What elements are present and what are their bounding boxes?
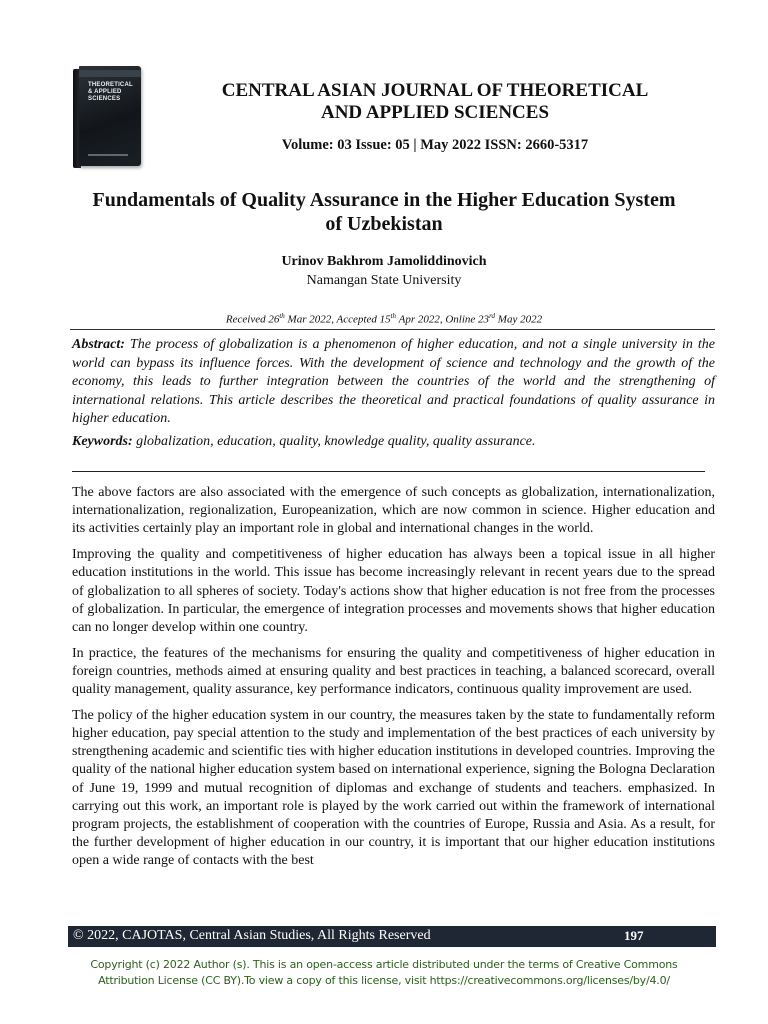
cover-title: THEORETICAL & APPLIED SCIENCES xyxy=(88,82,133,102)
journal-title xyxy=(150,80,720,124)
journal-cover-image xyxy=(73,66,141,168)
body-paragraph-2: Improving the quality and competitiveness of higher education has always been a topical issue in all higher education institutions in the world. This issue has become increasingly relevant in recent years due to the spread of globalization to all spheres of society. Today's actions show that higher education is not free from the processes of globalization. In particular, the emergence of integration processes and movements shows that higher education can no longer develop within one country. xyxy=(72,547,715,635)
divider-top xyxy=(70,329,715,330)
keywords-label: Keywords: xyxy=(72,434,133,449)
online-prefix: Apr 2022, Online 23 xyxy=(396,313,490,326)
body-text xyxy=(72,484,715,878)
abstract-text: The process of globalization is a phenomenon of higher education, and not a single university in the world can bypass its influence forces. With the development of science and technology and the growth of the economy, this leads to further integration between the countries of the world and the strengthening of international relations. This article describes the theoretical and practical foundations of quality assurance in higher education. xyxy=(72,337,715,426)
author-affiliation: Namangan State University xyxy=(306,273,462,288)
license-notice xyxy=(60,957,708,989)
keywords xyxy=(72,434,715,450)
cover-ribbon xyxy=(79,70,141,77)
online-sup: rd xyxy=(489,312,496,320)
body-paragraph-4: The policy of the higher education system in our country, the measures taken by the state to fundamentally reform higher education, pay special attention to the study and implementation of the best practices of each university by strengthening academic and scientific ties with higher education institutions in developed countries. Improving the quality of the national higher education system based on international experience, signing the Bologna Declaration of June 19, 1999 and mutual recognition of diplomas and exchange of students and teachers. emphasized. In carrying out this work, an important role is played by the work carried out within the framework of international program projects, the establishment of cooperation with the countries of Europe, Russia and Asia. As a result, for the further development of higher education in our country, it is important that our higher education institutions open a wide range of contacts with the best xyxy=(72,707,715,869)
keywords-text: globalization, education, quality, knowledge quality, quality assurance. xyxy=(136,434,536,449)
body-paragraph-1: The above factors are also associated with the emergence of such concepts as globalization, internationalization, internationalization, regionalization, Europeanization, which are now common in science. Higher education and its activities certainly play an important role in global and international changes in the world. xyxy=(72,485,715,537)
paper-title xyxy=(60,188,708,236)
abstract-label: Abstract: xyxy=(72,337,125,352)
license-line1: Copyright (c) 2022 Author (s). This is an open-access article distributed under the terms of Creative Commons xyxy=(90,958,678,971)
online-suffix: May 2022 xyxy=(495,313,543,326)
body-paragraph-3: In practice, the features of the mechanisms for ensuring the quality and competitiveness of higher education in foreign countries, methods aimed at ensuring quality and best practices in teaching, a balanced scorecard, overall quality management, quality assurance, key performance indicators, continuous quality improvement are used. xyxy=(72,645,715,698)
journal-title-line1: CENTRAL ASIAN JOURNAL OF THEORETICAL xyxy=(221,80,649,101)
received-prefix: Received 26 xyxy=(225,313,280,326)
journal-title-line2: AND APPLIED SCIENCES xyxy=(320,102,550,123)
divider-middle xyxy=(72,471,705,472)
journal-volume-info: Volume: 03 Issue: 05 | May 2022 ISSN: 2660-5317 xyxy=(281,137,589,153)
received-sup: th xyxy=(279,312,285,320)
cover-footer-line xyxy=(88,154,128,156)
cover-front xyxy=(79,66,141,166)
page-number: 197 xyxy=(624,928,644,943)
paper-title-line1: Fundamentals of Quality Assurance in the Higher Education System xyxy=(92,189,676,211)
abstract xyxy=(72,336,715,429)
author-name: Urinov Bakhrom Jamoliddinovich xyxy=(281,254,487,269)
received-dates xyxy=(60,312,708,326)
footer-copyright: © 2022, CAJOTAS, Central Asian Studies, All Rights Reserved xyxy=(73,928,431,943)
accepted-sup: th xyxy=(390,312,397,320)
accepted-prefix: Mar 2022, Accepted 15 xyxy=(284,313,391,326)
paper-title-line2: of Uzbekistan xyxy=(325,213,443,235)
footer-bar xyxy=(68,926,716,947)
license-line2[interactable]: Attribution License (CC BY).To view a copy of this license, visit https://creativecommons.org/licenses/by/4.0/ xyxy=(98,974,670,987)
